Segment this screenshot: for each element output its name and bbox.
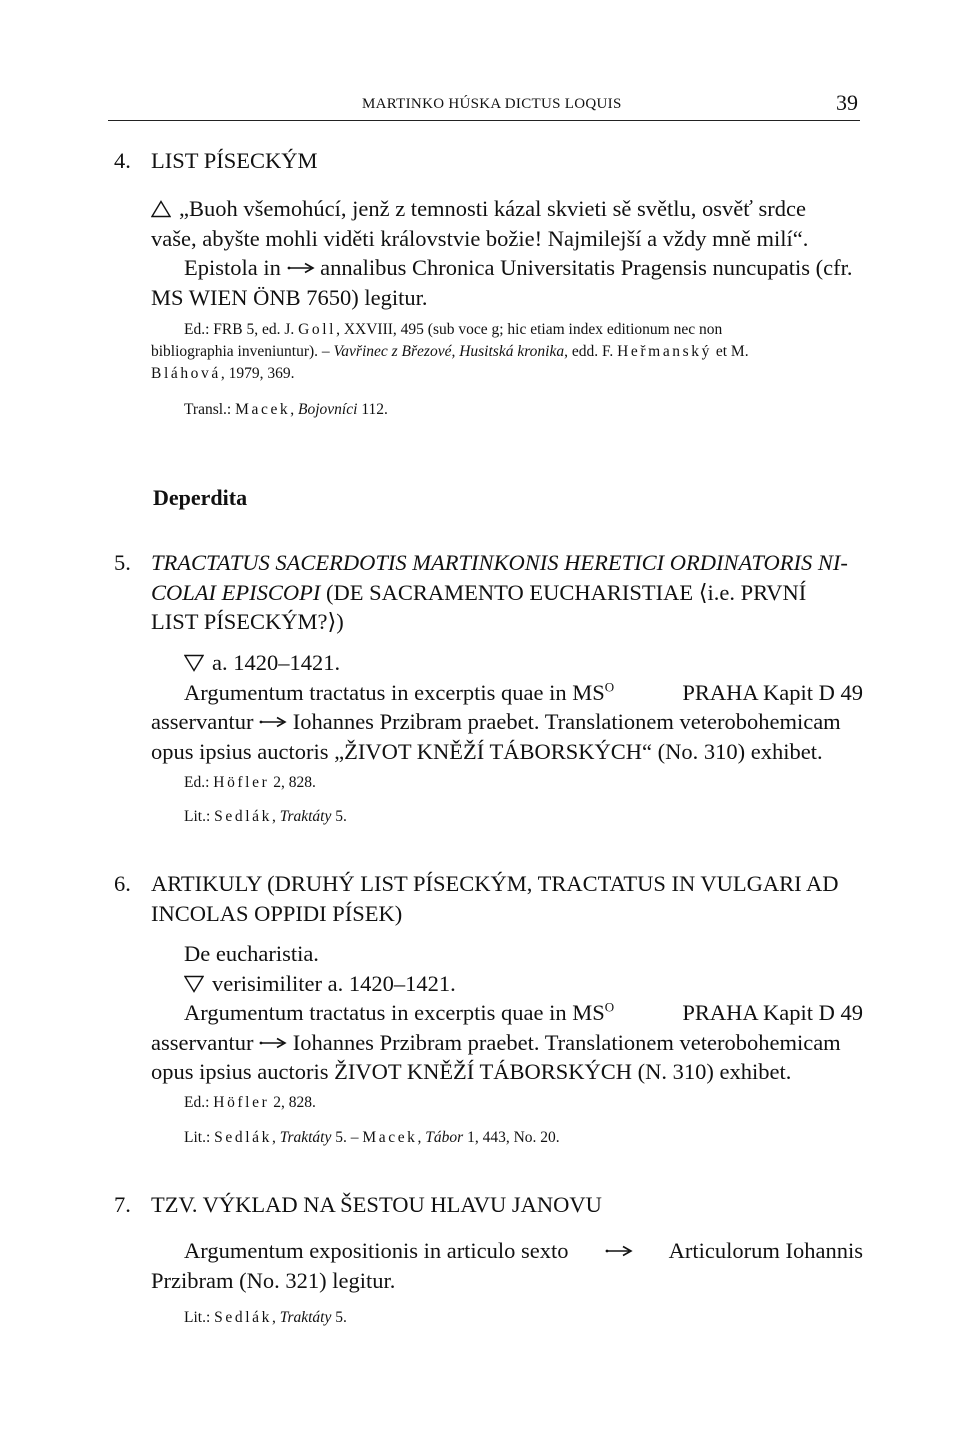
section-title: [151, 869, 863, 928]
work-title: Traktáty: [279, 1129, 332, 1146]
translation-note: Transl.: Macek, Bojovníci 112.: [184, 401, 388, 418]
author-name: Höfler: [213, 1094, 270, 1111]
subject-line: De eucharistia.: [184, 941, 319, 966]
argument-paragraph: [151, 648, 863, 766]
text-span: asservantur: [151, 1029, 254, 1055]
literature-note: Lit.: Sedlák, Traktáty 5. – Macek, Tábor 1, 443, No. 20.: [184, 1129, 560, 1146]
text-span: 5. –: [335, 1129, 359, 1146]
text-span: , 1979, 369.: [220, 365, 295, 382]
label: Lit.:: [184, 1309, 211, 1326]
running-title: MARTINKO HÚSKA DICTUS LOQUIS: [362, 96, 622, 112]
section-title: [151, 548, 863, 637]
work-title: Traktáty: [279, 1309, 332, 1326]
section-number: 6.: [114, 871, 131, 896]
author-name: Höfler: [213, 774, 270, 791]
date-text: verisimiliter a. 1420–1421.: [212, 970, 456, 996]
arrow-right-icon: [287, 262, 315, 274]
label: Lit.:: [184, 808, 211, 825]
author-name: Sedlák: [214, 808, 272, 825]
text-span: annalibus Chronica Universitatis Pragensis nuncupatis (cfr.: [320, 255, 853, 280]
text-span: PRAHA Kapit D 49: [682, 679, 863, 705]
incipit-line: vaše, abyšte mohli viděti královstvie božie! Najmilejší a vždy mně milí“.: [151, 225, 809, 251]
edition-note: [151, 319, 863, 385]
date-text: a. 1420–1421.: [212, 650, 341, 675]
section-number: 4.: [114, 148, 131, 173]
argument-paragraph: [151, 939, 863, 1087]
title-span: (DE SACRAMENTO EUCHARISTIAE ⟨i.e. PRVNÍ: [325, 579, 807, 605]
text-span: 5.: [335, 1309, 347, 1326]
author-name: Bláhová: [151, 365, 221, 382]
label: Transl.:: [184, 401, 232, 418]
text-line: Przibram (No. 321) legitur.: [151, 1267, 396, 1293]
text-span: bibliographia inveniuntur). –: [151, 343, 330, 360]
header-rule: [108, 120, 860, 121]
text-span: asservantur: [151, 709, 254, 734]
text-span: PRAHA Kapit D 49: [682, 1000, 863, 1025]
text-span: , XXVIII, 495 (sub voce g; hic etiam index editionum nec non: [336, 321, 723, 338]
triangle-down-icon: [184, 975, 204, 993]
section-number: 5.: [114, 550, 131, 575]
superscript: O: [604, 679, 615, 694]
edition-note: [184, 772, 864, 794]
text-span: 1, 443, No. 20.: [467, 1129, 560, 1146]
text-span: FRB 5, ed. J.: [213, 321, 295, 338]
triangle-up-icon: [151, 200, 171, 218]
page-number: 39: [836, 90, 858, 115]
work-title: Tábor: [425, 1129, 464, 1146]
section-title: TZV. VÝKLAD NA ŠESTOU HLAVU JANOVU: [151, 1192, 602, 1217]
text-span: Argumentum expositionis in articulo sexto: [184, 1238, 569, 1263]
triangle-down-icon: [184, 654, 204, 672]
author-name: Macek: [235, 401, 291, 418]
incipit-line: „Buoh všemohúcí, jenž z temnosti kázal skvieti sě světlu, osvěť srdce: [179, 196, 806, 221]
work-title: Vavřinec z Březové, Husitská kronika: [333, 343, 565, 360]
text-span: , edd. F.: [564, 343, 614, 360]
work-title: Traktáty: [279, 808, 332, 825]
title-span: COLAI EPISCOPI: [151, 579, 321, 605]
text-span: Argumentum tractatus in excerptis quae in MS: [184, 679, 605, 705]
title-line: INCOLAS OPPIDI PÍSEK): [151, 900, 403, 926]
author-name: Sedlák: [214, 1129, 272, 1146]
arrow-right-icon: [259, 716, 287, 728]
text-span: Iohannes Przibram praebet. Translationem veterobohemicam: [292, 709, 841, 734]
title-line: ARTIKULY (DRUHÝ LIST PÍSECKÝM, TRACTATUS IN VULGARI AD: [151, 871, 839, 896]
text-span: 2, 828.: [273, 1094, 316, 1111]
section-title: LIST PÍSECKÝM: [151, 148, 318, 173]
deperdita-heading: Deperdita: [153, 485, 248, 510]
argument-paragraph: [151, 1236, 863, 1295]
incipit-paragraph: [151, 194, 863, 312]
text-span: 2, 828.: [273, 774, 316, 791]
text-line: opus ipsius auctoris ŽIVOT KNĚŽÍ TÁBORSKÝCH (N. 310) exhibet.: [151, 1059, 792, 1084]
author-name: Heřmanský: [617, 343, 712, 360]
label: Ed.:: [184, 1094, 210, 1111]
edition-note: [184, 1092, 864, 1114]
label: Lit.:: [184, 1129, 211, 1146]
text-span: et M.: [715, 343, 749, 360]
author-name: Goll: [298, 321, 337, 338]
running-header: [0, 88, 960, 128]
text-span: 5.: [335, 808, 347, 825]
text-span: Iohannes Przibram praebet. Translationem veterobohemicam: [292, 1029, 841, 1055]
text-span: 112.: [361, 401, 388, 418]
text-span: Articulorum Iohannis: [668, 1238, 863, 1263]
label: Ed.:: [184, 774, 210, 791]
author-name: Sedlák: [214, 1309, 272, 1326]
label: Ed.:: [184, 321, 210, 338]
arrow-right-icon: [259, 1037, 287, 1049]
section-number: 7.: [114, 1192, 131, 1217]
superscript: O: [604, 999, 615, 1015]
arrow-right-icon: [605, 1245, 633, 1257]
text-line: opus ipsius auctoris „ŽIVOT KNĚŽÍ TÁBORSKÝCH“ (No. 310) exhibet.: [151, 738, 823, 764]
title-line: TRACTATUS SACERDOTIS MARTINKONIS HERETICI ORDINATORIS NI-: [151, 550, 848, 575]
literature-note: Lit.: Sedlák, Traktáty 5.: [184, 1309, 347, 1326]
text-span: Argumentum tractatus in excerptis quae in MS: [184, 1000, 605, 1025]
text-line: MS WIEN ÖNB 7650) legitur.: [151, 284, 428, 310]
author-name: Macek: [362, 1129, 418, 1146]
literature-note: Lit.: Sedlák, Traktáty 5.: [184, 808, 347, 825]
title-line: LIST PÍSECKÝM?⟩): [151, 609, 344, 634]
work-title: Bojovníci: [298, 401, 358, 418]
text-span: Epistola in: [184, 255, 281, 280]
